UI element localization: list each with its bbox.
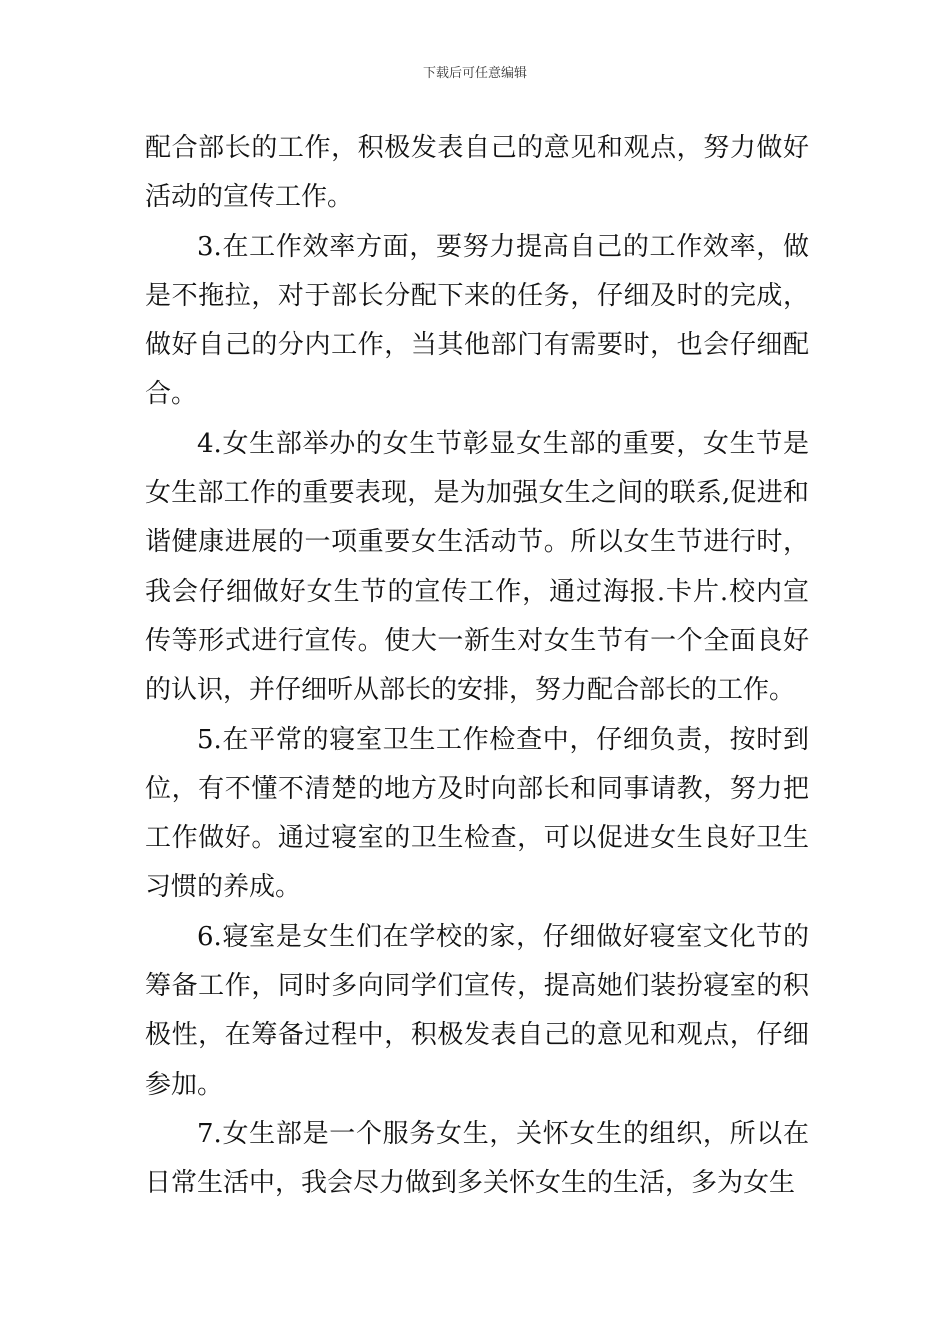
paragraph-continuation: 配合部长的工作，积极发表自己的意见和观点，努力做好活动的宣传工作。 — [145, 133, 809, 213]
paragraph-item-4: 4.女生部举办的女生节彰显女生部的重要，女生节是女生部工作的重要表现，是为加强女生之间的联系,促进和谐健康进展的一项重要女生活动节。所以女生节进行时，我会仔细做好女生节的宣传工作，通过海报.卡片.校内宣传等形式进行宣传。使大一新生对女生节有一个全面良好的认识，并仔细听从部长的安排，努力配合部长的工作。 — [145, 428, 809, 706]
document-body — [145, 124, 809, 1209]
page-header: 下载后可任意编辑 — [422, 66, 527, 81]
paragraph-item-3: 3.在工作效率方面，要努力提高自己的工作效率，做是不拖拉，对于部长分配下来的任务，仔细及时的完成，做好自己的分内工作，当其他部门有需要时，也会仔细配合。 — [145, 231, 809, 410]
paragraph-item-6: 6.寝室是女生们在学校的家，仔细做好寝室文化节的筹备工作，同时多向同学们宣传，提高她们装扮寝室的积极性，在筹备过程中，积极发表自己的意见和观点，仔细参加。 — [145, 921, 809, 1100]
paragraph-item-5: 5.在平常的寝室卫生工作检查中，仔细负责，按时到位，有不懂不清楚的地方及时向部长和同事请教，努力把工作做好。通过寝室的卫生检查，可以促进女生良好卫生习惯的养成。 — [145, 724, 809, 903]
paragraph-item-7: 7.女生部是一个服务女生，关怀女生的组织，所以在日常生活中，我会尽力做到多关怀女生的生活，多为女生 — [145, 1118, 809, 1199]
